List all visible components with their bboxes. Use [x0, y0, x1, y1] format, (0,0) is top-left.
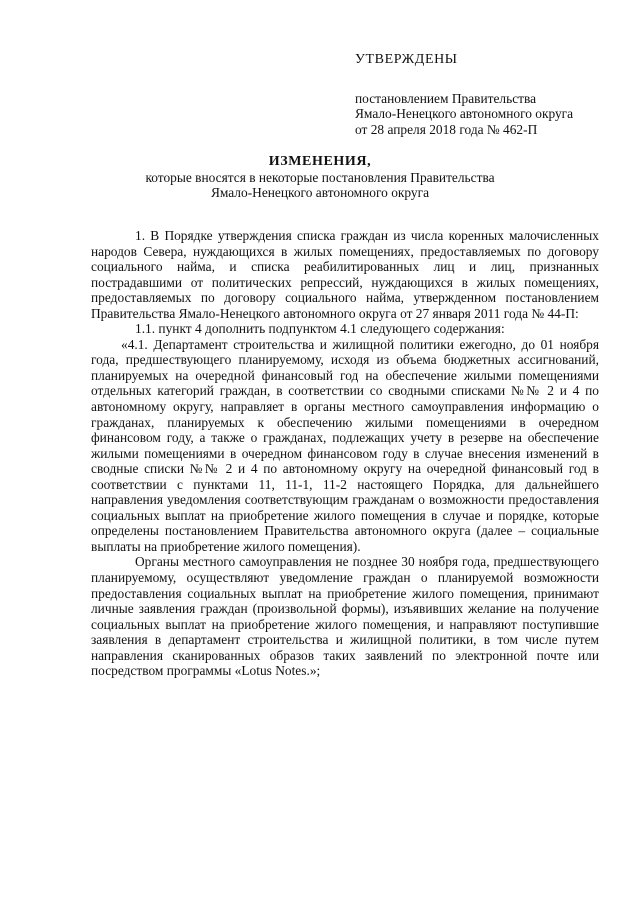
paragraph-4: Органы местного самоуправления не позднее 30 ноября года, предшествующего планируемому, осуществляют уведомление граждан о планируемой возможности предоставления социальных выплат на приобретение жилого помещения, принимают личные заявления граждан (произвольной формы), изъявивших желание на получение социальных выплат на приобретение жилого помещения, и направляют поступившие заявления в департамент строительства и жилищной политики, в том числе путем направления сканированных образов таких заявлений по электронной почте или посредством программы «Lotus Notes.»; — [91, 554, 599, 679]
paragraph-3: «4.1. Департамент строительства и жилищной политики ежегодно, до 01 ноября года, предшествующего планируемому, исходя из объема бюджетных ассигнований, планируемых на очередной финансовый год на обеспечение жилыми помещениями отдельных категорий граждан, в соответствии со сводными списками №№ 2 и 4 по автономному округу, направляет в органы местного самоуправления информацию о гражданах, планируемых к обеспечению жилыми помещениями в очередном финансовом году, а также о гражданах, подлежащих учету в резерве на обеспечение жилыми помещениями в очередном финансовом году в случае внесения изменений в сводные списки №№ 2 и 4 по автономному округу на очередной финансовый год в соответствии с пунктами 11, 11-1, 11-2 настоящего Порядка, для дальнейшего направления уведомления соответствующим гражданам о возможности предоставления социальных выплат на приобретение жилого помещения в случае и порядке, которые определены постановлением Правительства автономного округа (далее – социальные выплаты на приобретение жилого помещения). — [91, 336, 599, 554]
approval-line-2: Ямало-Ненецкого автономного округа — [355, 106, 574, 121]
document-title: ИЗМЕНЕНИЯ, — [268, 154, 372, 169]
approval-line-1: постановлением Правительства — [355, 90, 537, 106]
approval-line-3: от 28 апреля 2018 года № 462-П — [355, 121, 538, 137]
document-body — [91, 228, 599, 679]
approval-heading: УТВЕРЖДЕНЫ — [355, 52, 458, 67]
paragraph-1: 1. В Порядке утверждения списка граждан из числа коренных малочисленных народов Севера, нуждающихся в жилых помещениях, предоставляемых по договору социального найма, и списка реабилитированных лиц и лиц, признанных пострадавшими от политических репрессий, нуждающихся в жилых помещениях, предоставляемых по договору социального найма, утвержденном постановлением Правительства Ямало-Ненецкого автономного округа от 27 января 2011 года № 44-П: — [91, 228, 599, 321]
document-subtitle-line-2: Ямало-Ненецкого автономного округа — [210, 185, 430, 200]
document-subtitle-line-1: которые вносятся в некоторые постановления Правительства — [145, 169, 495, 185]
paragraph-2: 1.1. пункт 4 дополнить подпунктом 4.1 следующего содержания: — [135, 321, 505, 337]
document-title-block — [90, 154, 550, 201]
approval-block — [355, 52, 615, 137]
